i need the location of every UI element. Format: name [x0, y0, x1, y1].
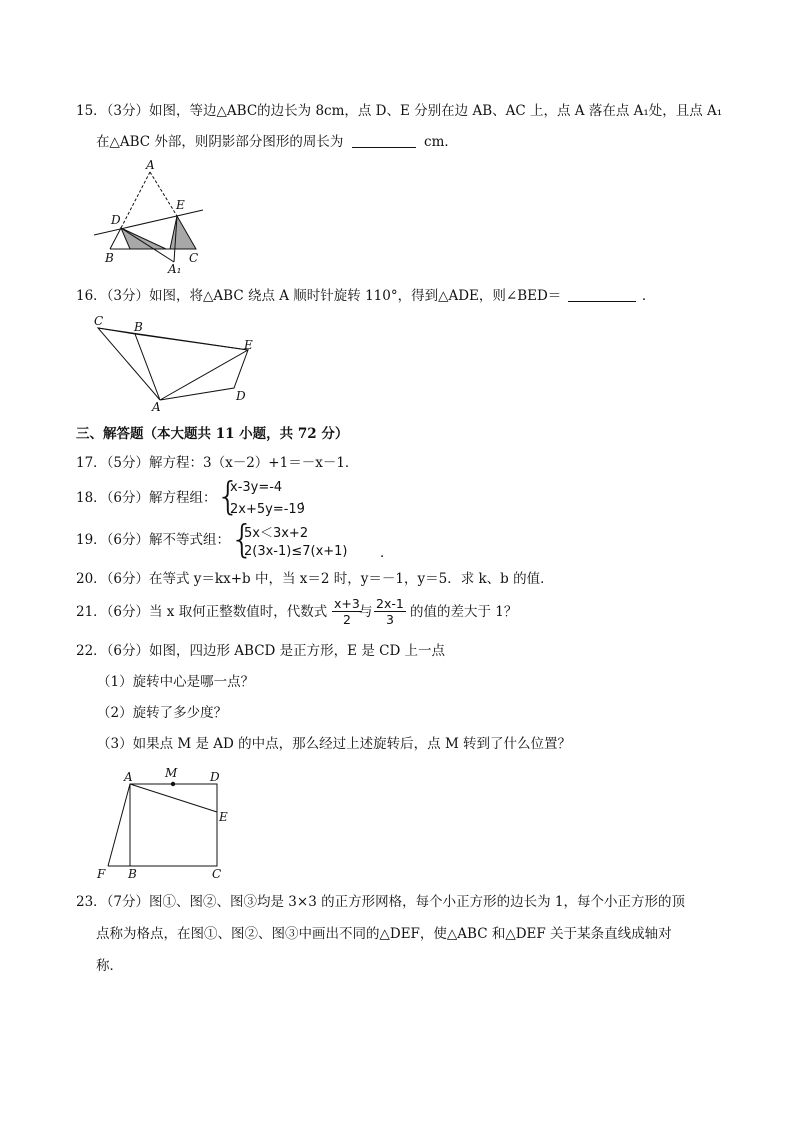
q22-segment-AE [130, 784, 217, 812]
q15-line2 [96, 132, 458, 152]
q16-label-B: B [134, 320, 143, 334]
q16-triangle-ADE [160, 350, 248, 400]
q16-suffix: ． [641, 288, 656, 304]
q22-segment-AF [108, 784, 130, 866]
q22-label-E: E [219, 810, 228, 824]
q17-text: 17．（5分）解方程：3（x－2）+1＝－x－1． [76, 455, 359, 471]
q21-frac1-numerator: x+3 [334, 596, 360, 611]
q19-brace: { [230, 517, 255, 561]
q18-eq1: x-3y=-4 [230, 480, 283, 495]
q15-label-E: E [176, 198, 185, 212]
q15-line1: 15．（3分）如图，等边△ABC的边长为 8cm，点 D、E 分别在边 AB、AC 上，点 A 落在点 A₁处，且点 A₁ [76, 103, 723, 119]
q21-middle: 与 [359, 604, 373, 620]
q18-eq2: 2x+5y=-19 [230, 502, 305, 517]
q22-sub1: （1）旋转中心是哪一点？ [97, 674, 255, 690]
q15-shade-left [121, 228, 166, 249]
q15-answer-blank [352, 133, 416, 148]
q16-label-A: A [152, 400, 161, 414]
q16-triangle-ABC [98, 328, 160, 400]
q16-segment-BE [135, 334, 248, 350]
q15-label-C: C [189, 251, 199, 265]
q18-suffix: ． [300, 492, 314, 508]
q15-edge-AE [150, 172, 177, 216]
q21-prefix: 21．（6分）当 x 取何正整数值时，代数式 [76, 604, 328, 620]
q22-label-F: F [97, 867, 106, 881]
q22-text: 22．（6分）如图，四边形 ABCD 是正方形，E 是 CD 上一点 [76, 643, 446, 659]
section-3-title: 三、解答题（本大题共 11 小题，共 72 分） [76, 426, 349, 442]
q23-line3: 称． [96, 958, 123, 974]
q22-point-M [171, 782, 175, 786]
q19-prefix: 19．（6分）解不等式组： [76, 532, 231, 548]
q15-label-B: B [105, 251, 114, 265]
q20-text: 20．（6分）在等式 y＝kx+b 中，当 x＝2 时，y＝－1，y＝5．求 k、b 的值． [76, 571, 554, 587]
q22-sub3: （3）如果点 M 是 AD 的中点，那么经过上述旋转后，点 M 转到了什么位置？ [97, 736, 572, 752]
q21-suffix: 的值的差大于 1？ [410, 604, 518, 620]
q23-line2: 点称为格点，在图①、图②、图③中画出不同的△DEF，使△ABC 和△DEF 关于某条直线成轴对 [96, 926, 672, 942]
q15-unit: cm． [424, 134, 458, 150]
q15-shade-right [170, 216, 196, 249]
q16-label-C: C [94, 314, 104, 328]
q23-line1: 23．（7分）图①、图②、图③均是 3×3 的正方形网格，每个小正方形的边长为 1，每个小正方形的顶 [76, 894, 685, 910]
q16-line [76, 286, 655, 306]
q16-text: 16．（3分）如图，将△ABC 绕点 A 顺时针旋转 110°，得到△ADE，则∠BED＝ [76, 288, 562, 304]
q15-line2-text: 在△ABC 外部，则阴影部分图形的周长为 [96, 134, 344, 150]
q21-frac1-denominator: 2 [342, 612, 351, 627]
q21-frac2-denominator: 3 [385, 612, 394, 627]
q22-figure [92, 762, 242, 882]
q15-edge-AD [121, 172, 150, 228]
q19-ineq1: 5x＜3x+2 [244, 526, 309, 541]
q22-label-A: A [124, 770, 133, 784]
q16-answer-blank [568, 287, 636, 302]
q16-label-D: D [236, 389, 246, 403]
q15-label-A: A [146, 158, 155, 172]
q22-label-B: B [128, 867, 137, 881]
q22-label-D: D [210, 770, 220, 784]
q15-label-A1: A₁ [168, 262, 182, 276]
q16-figure [90, 312, 260, 416]
q21-fraction-2 [374, 596, 406, 627]
q15-label-D: D [111, 213, 121, 227]
q22-label-M: M [165, 766, 178, 780]
q22-square-ABCD [130, 784, 217, 866]
q19-ineq2: 2(3x-1)≤7(x+1) [244, 544, 348, 559]
q15-figure [88, 158, 218, 278]
q22-label-C: C [212, 867, 222, 881]
q16-label-E: E [244, 338, 253, 352]
q18-prefix: 18．（6分）解方程组： [76, 490, 217, 506]
q18-brace: { [216, 474, 241, 518]
q21-frac2-numerator: 2x-1 [376, 596, 404, 611]
q19-suffix: ． [380, 545, 394, 561]
q22-sub2: （2）旋转了多少度？ [97, 705, 228, 721]
q21-fraction-1 [332, 596, 362, 627]
